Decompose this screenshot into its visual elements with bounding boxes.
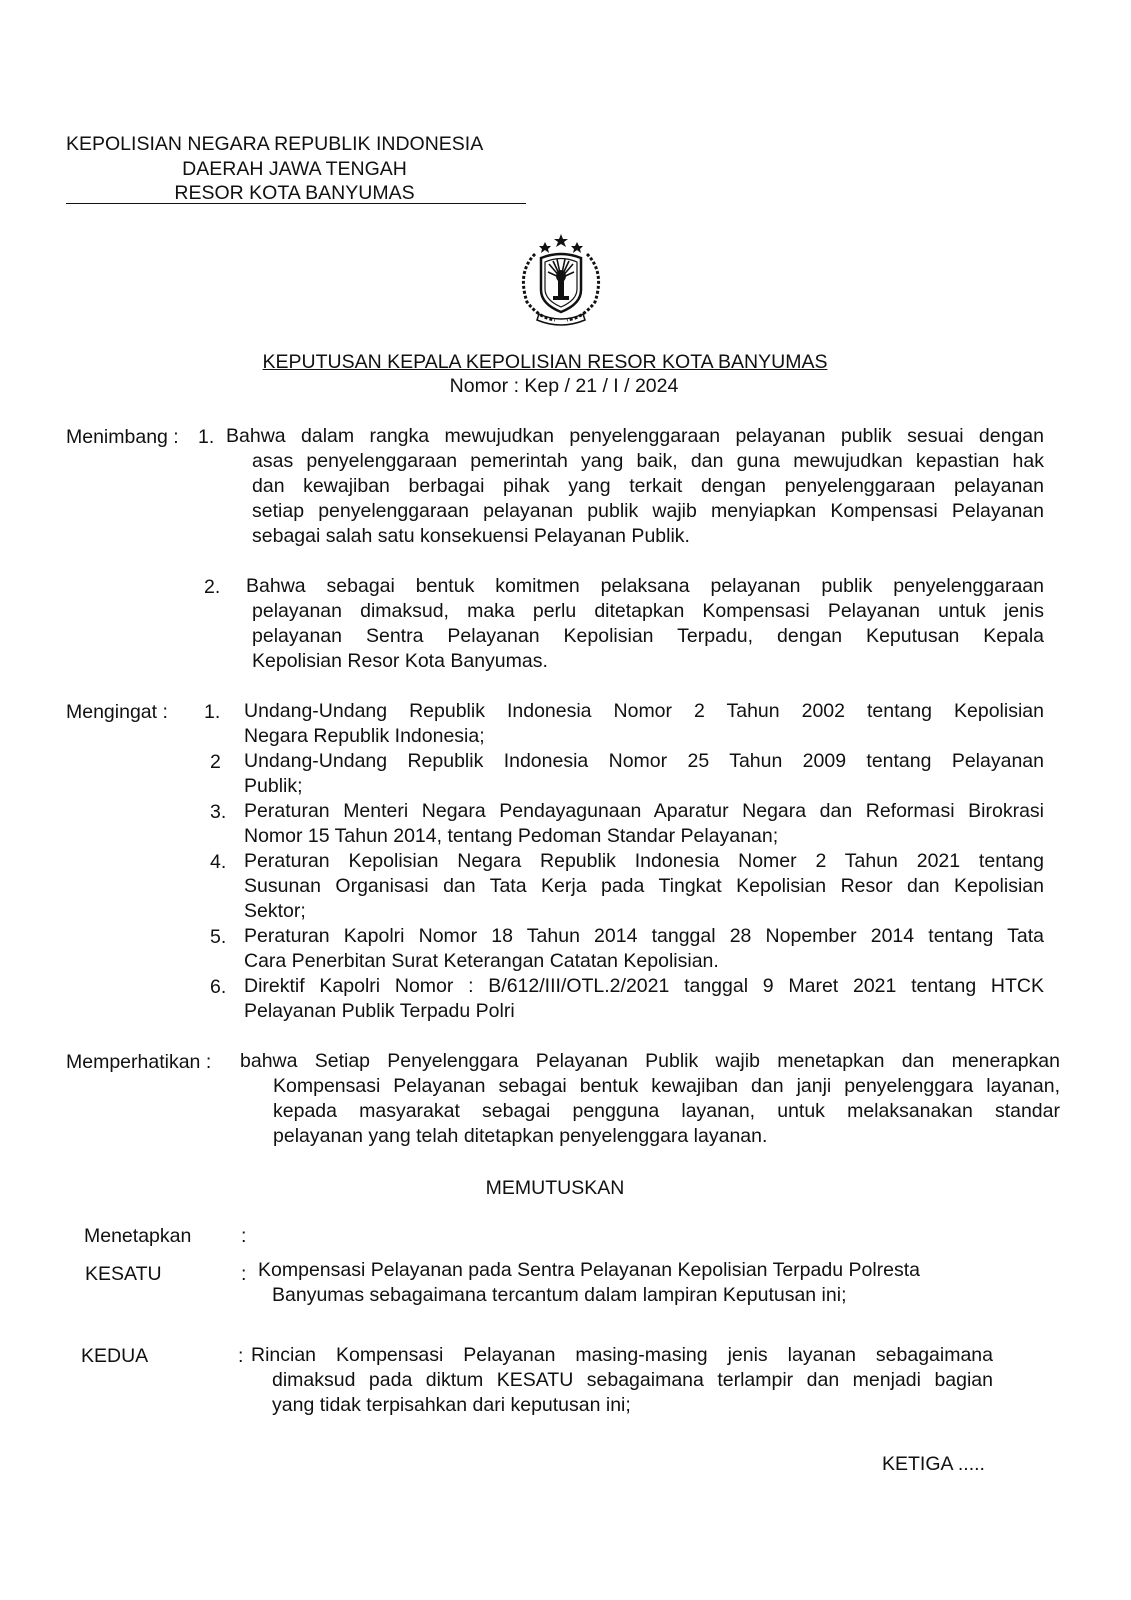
- header-line-3: RESOR KOTA BANYUMAS: [174, 182, 415, 204]
- kedua-first-line: Rincian Kompensasi Pelayanan masing-masing jenis layanan sebagaimana: [251, 1344, 993, 1366]
- mengingat-item-6: Direktif Kapolri Nomor : B/612/III/OTL.2/2021 tanggal 9 Maret 2021 tentang HTCK Pelayanan Publik Terpadu Polri: [244, 975, 1044, 1022]
- header-divider: [66, 203, 526, 204]
- menetapkan-colon: :: [241, 1225, 247, 1247]
- menimbang-item-2-body: pelayanan dimaksud, maka perlu ditetapkan Kompensasi Pelayanan untuk jenis pelayanan Sentra Pelayanan Kepolisian Terpadu, dengan Keputusan Kepala Kepolisian Resor Kota Banyumas.: [252, 600, 1044, 672]
- kedua-colon: :: [238, 1345, 244, 1367]
- menimbang-item-1-first-line: Bahwa dalam rangka mewujudkan penyelenggaraan pelayanan publik sesuai dengan: [226, 425, 1044, 447]
- mengingat-label: Mengingat :: [66, 701, 168, 723]
- mengingat-item-6-number: 6.: [210, 976, 227, 998]
- mengingat-item-5-number: 5.: [210, 926, 227, 948]
- menetapkan-label: Menetapkan: [84, 1225, 192, 1247]
- kesatu-line-1: Kompensasi Pelayanan pada Sentra Pelayanan Kepolisian Terpadu Polresta: [258, 1259, 921, 1281]
- continuation-marker: KETIGA .....: [882, 1453, 985, 1475]
- menimbang-item-1-number: 1.: [198, 426, 215, 448]
- kesatu-colon: :: [241, 1263, 247, 1285]
- kesatu-label: KESATU: [85, 1263, 162, 1285]
- memperhatikan-body: Kompensasi Pelayanan sebagai bentuk kewajiban dan janji penyelenggara layanan, kepada masyarakat sebagai pengguna layanan, untuk melaksanakan standar pelayanan yang telah ditetapkan penyelenggara layanan.: [273, 1075, 1060, 1147]
- memperhatikan-first-line: bahwa Setiap Penyelenggara Pelayanan Publik wajib menetapkan dan menerapkan: [240, 1050, 1060, 1072]
- menimbang-item-2-first-line: Bahwa sebagai bentuk komitmen pelaksana pelayanan publik penyelenggaraan: [246, 575, 1044, 597]
- menimbang-item-2-number: 2.: [204, 576, 221, 598]
- mengingat-item-1-number: 1.: [204, 701, 221, 723]
- kedua-body: dimaksud pada diktum KESATU sebagaimana terlampir dan menjadi bagian yang tidak terpisahkan dari keputusan ini;: [272, 1369, 993, 1416]
- header-line-2: DAERAH JAWA TENGAH: [182, 158, 407, 180]
- decree-number: Nomor : Kep / 21 / I / 2024: [449, 375, 679, 397]
- decree-title: KEPUTUSAN KEPALA KEPOLISIAN RESOR KOTA BANYUMAS: [262, 351, 828, 373]
- mengingat-item-4: Peraturan Kepolisian Negara Republik Indonesia Nomer 2 Tahun 2021 tentang Susunan Organisasi dan Tata Kerja pada Tingkat Kepolisian Resor dan Kepolisian Sektor;: [244, 850, 1044, 922]
- mengingat-item-3: Peraturan Menteri Negara Pendayagunaan Aparatur Negara dan Reformasi Birokrasi Nomor 15 Tahun 2014, tentang Pedoman Standar Pelayanan;: [244, 800, 1044, 847]
- mengingat-item-2-number: 2: [210, 751, 221, 773]
- mengingat-item-5: Peraturan Kapolri Nomor 18 Tahun 2014 tanggal 28 Nopember 2014 tentang Tata Cara Penerbitan Surat Keterangan Catatan Kepolisian.: [244, 925, 1044, 972]
- menimbang-label: Menimbang :: [66, 426, 179, 448]
- memutuskan-heading: MEMUTUSKAN: [485, 1177, 625, 1199]
- mengingat-item-3-number: 3.: [210, 801, 227, 823]
- mengingat-item-1: Undang-Undang Republik Indonesia Nomor 2 Tahun 2002 tentang Kepolisian Negara Republik Indonesia;: [244, 700, 1044, 747]
- police-emblem-icon: [505, 232, 617, 328]
- kedua-label: KEDUA: [81, 1345, 149, 1367]
- kesatu-line-2: Banyumas sebagaimana tercantum dalam lampiran Keputusan ini;: [272, 1284, 847, 1306]
- mengingat-item-2: Undang-Undang Republik Indonesia Nomor 25 Tahun 2009 tentang Pelayanan Publik;: [244, 750, 1044, 797]
- memperhatikan-label: Memperhatikan :: [66, 1051, 212, 1073]
- menimbang-item-1-body: asas penyelenggaraan pemerintah yang baik, dan guna mewujudkan kepastian hak dan kewajiban berbagai pihak yang terkait dengan penyelenggaraan pelayanan setiap penyelenggaraan pelayanan publik wajib menyiapkan Kompensasi Pelayanan sebagai salah satu konsekuensi Pelayanan Publik.: [252, 450, 1044, 547]
- mengingat-item-4-number: 4.: [210, 851, 227, 873]
- header-line-1: KEPOLISIAN NEGARA REPUBLIK INDONESIA: [66, 133, 484, 155]
